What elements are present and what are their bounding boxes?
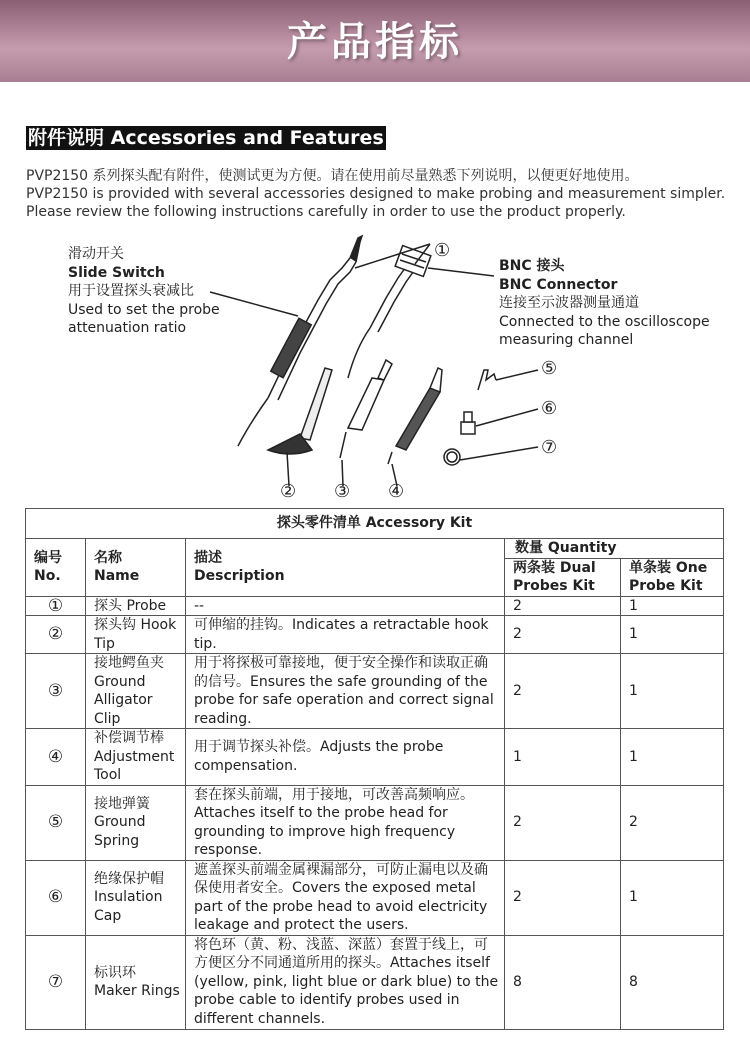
row-desc: 套在探头前端，用于接地，可改善高频响应。Attaches itself to the probe head for grounding to improve high frequency response. <box>186 785 505 860</box>
header-no-cn: 编号 <box>34 549 62 566</box>
row-no: ① <box>26 596 86 616</box>
row-dual: 1 <box>505 729 621 786</box>
marker-2: ② <box>280 481 297 502</box>
header-no <box>26 539 86 597</box>
header-banner <box>0 0 750 82</box>
row-dual: 2 <box>505 654 621 729</box>
header-desc-en: Description <box>194 568 285 585</box>
table-row <box>26 654 724 729</box>
row-one: 1 <box>621 616 724 654</box>
row-name: 标识环 Maker Rings <box>86 935 186 1029</box>
bnc-label <box>499 257 710 350</box>
row-name: 接地弹簧 Ground Spring <box>86 785 186 860</box>
bnc-desc-cn: 连接至示波器测量通道 <box>499 295 639 311</box>
table-row <box>26 596 724 616</box>
row-one: 1 <box>621 729 724 786</box>
row-no: ⑦ <box>26 935 86 1029</box>
arrow-slide-switch <box>210 292 298 316</box>
arrow-5 <box>496 370 538 380</box>
table-title-row <box>26 509 724 539</box>
row-desc: 可伸缩的挂钩。Indicates a retractable hook tip. <box>186 616 505 654</box>
page-title: 产品指标 <box>287 19 463 65</box>
header-dual-kit: 两条装 Dual Probes Kit <box>505 558 621 596</box>
probe-1-cable <box>238 398 268 446</box>
row-one: 1 <box>621 654 724 729</box>
header-name-cn: 名称 <box>94 549 122 566</box>
marker-5: ⑤ <box>541 358 558 379</box>
intro-line-en-2: Please review the following instructions carefully in order to use the product properly. <box>26 204 626 220</box>
header-name-en: Name <box>94 568 140 585</box>
row-dual: 2 <box>505 860 621 935</box>
header-one-kit: 单条装 One Probe Kit <box>621 558 724 596</box>
bnc-desc-en-2: measuring channel <box>499 332 634 348</box>
row-desc: 用于调节探头补偿。Adjusts the probe compensation. <box>186 729 505 786</box>
probe-1-grip <box>271 318 312 378</box>
row-name: 接地鳄鱼夹 Ground Alligator Clip <box>86 654 186 729</box>
arrow-7 <box>460 447 538 460</box>
alligator-clip-shape <box>348 378 384 430</box>
header-description <box>186 539 505 597</box>
row-no: ③ <box>26 654 86 729</box>
table-row <box>26 935 724 1029</box>
accessory-kit-table <box>25 508 723 1025</box>
bnc-cn: BNC 接头 <box>499 258 565 274</box>
row-no: ⑥ <box>26 860 86 935</box>
arrow-bnc <box>428 268 494 276</box>
arrow-6 <box>476 409 538 426</box>
ground-spring-shape <box>478 370 496 390</box>
row-one: 2 <box>621 785 724 860</box>
marker-7: ⑦ <box>541 437 558 458</box>
header-quantity: 数量 Quantity <box>505 539 724 559</box>
intro-line-en-1: PVP2150 is provided with several accessories designed to make probing and measurement simpler. <box>26 186 726 202</box>
slide-switch-desc-cn: 用于设置探头衰减比 <box>68 283 194 299</box>
row-name: 补偿调节棒 Adjustment Tool <box>86 729 186 786</box>
intro-line-cn: PVP2150 系列探头配有附件，使测试更为方便。请在使用前尽量熟悉下列说明，以便更好地使用。 <box>26 168 639 184</box>
row-no: ⑤ <box>26 785 86 860</box>
row-one: 1 <box>621 860 724 935</box>
row-dual: 2 <box>505 596 621 616</box>
slide-switch-en: Slide Switch <box>68 264 165 281</box>
row-no: ② <box>26 616 86 654</box>
table-row <box>26 616 724 654</box>
row-desc: 将色环（黄、粉、浅蓝、深蓝）套置于线上，可方便区分不同通道所用的探头。Attaches itself (yellow, pink, light blue or dark blue) to the probe cable to identify probes used in different channels. <box>186 935 505 1029</box>
row-one: 1 <box>621 596 724 616</box>
hook-tip-shape <box>300 368 332 440</box>
table-row <box>26 729 724 786</box>
marker-6: ⑥ <box>541 398 558 419</box>
marker-1: ① <box>434 240 451 261</box>
table-row <box>26 860 724 935</box>
probe-2-cable <box>348 328 370 378</box>
table-row <box>26 785 724 860</box>
slide-switch-label <box>68 245 220 338</box>
table-title: 探头零件清单 Accessory Kit <box>26 509 724 539</box>
row-no: ④ <box>26 729 86 786</box>
row-one: 8 <box>621 935 724 1029</box>
kit-table <box>25 508 724 1030</box>
bnc-desc-en-1: Connected to the oscilloscope <box>499 313 710 330</box>
header-no-en: No. <box>34 568 61 585</box>
header-name <box>86 539 186 597</box>
row-dual: 8 <box>505 935 621 1029</box>
row-dual: 2 <box>505 616 621 654</box>
intro-text <box>26 167 726 221</box>
row-name: 探头 Probe <box>86 596 186 616</box>
section-heading: 附件说明 Accessories and Features <box>28 127 384 149</box>
marker-4: ④ <box>388 481 405 502</box>
row-desc: 遮盖探头前端金属裸漏部分，可防止漏电以及确保使用者安全。Covers the exposed metal part of the probe head to avoid electricity leakage and protect the users. <box>186 860 505 935</box>
row-dual: 2 <box>505 785 621 860</box>
row-name: 探头钩 Hook Tip <box>86 616 186 654</box>
header-desc-cn: 描述 <box>194 549 222 566</box>
accessories-illustration <box>0 228 750 508</box>
slide-switch-cn: 滑动开关 <box>68 246 124 262</box>
insulation-cap-shape <box>461 422 475 434</box>
slide-switch-desc-en-1: Used to set the probe <box>68 301 220 318</box>
table-header-row <box>26 539 724 559</box>
row-name: 绝缘保护帽 Insulation Cap <box>86 860 186 935</box>
row-desc: 用于将探极可靠接地，便于安全操作和读取正确的信号。Ensures the safe grounding of the probe for safe operation and correct signal reading. <box>186 654 505 729</box>
adjustment-tool-shape <box>396 388 440 450</box>
row-desc: -- <box>186 596 505 616</box>
slide-switch-desc-en-2: attenuation ratio <box>68 320 187 336</box>
bnc-en: BNC Connector <box>499 276 618 293</box>
marker-3: ③ <box>334 481 351 502</box>
